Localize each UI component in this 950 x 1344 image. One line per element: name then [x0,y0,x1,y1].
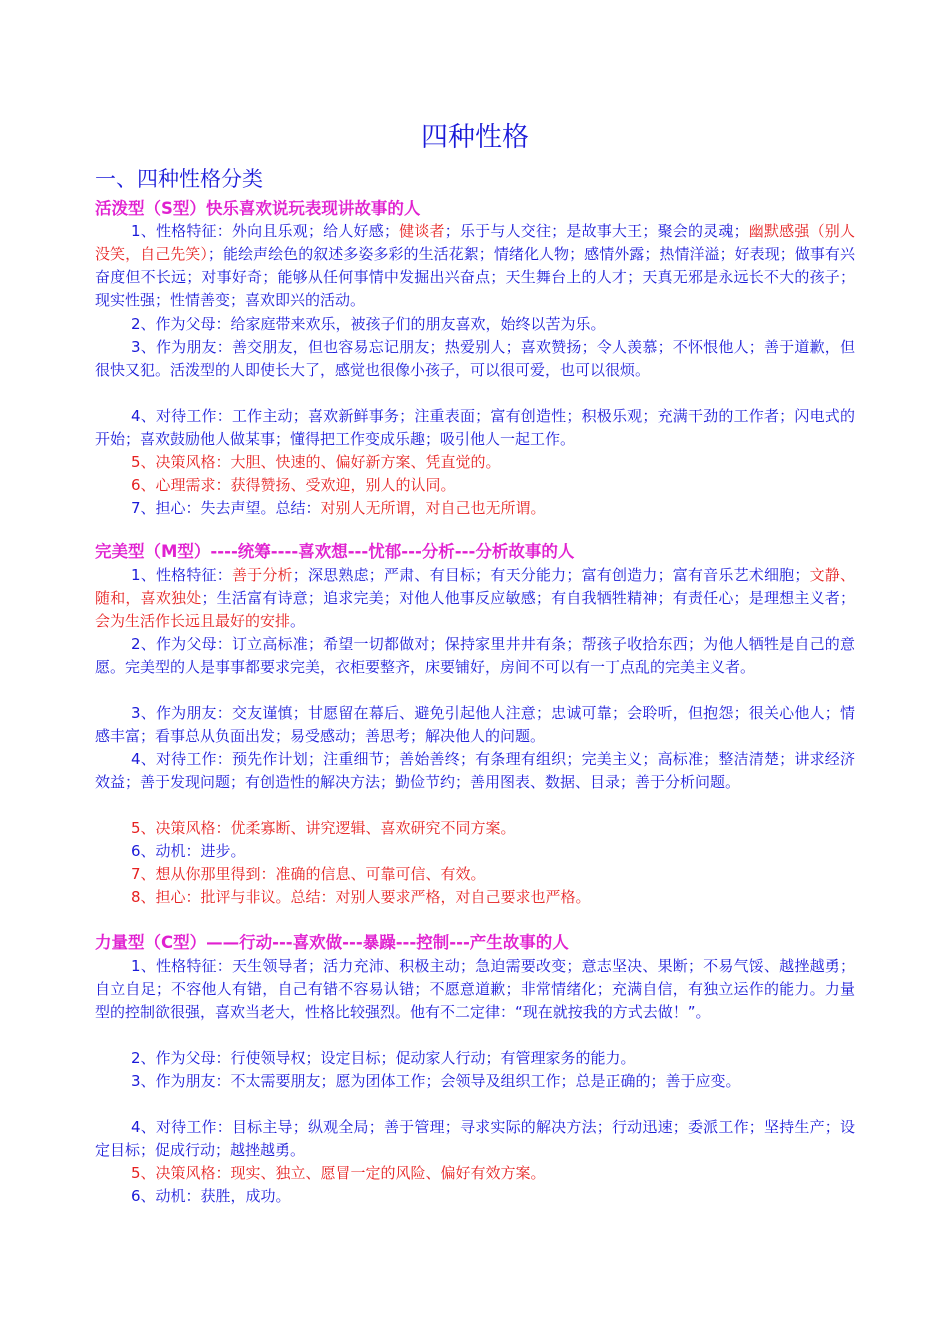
body-text: 7、担心：失去声望。总结： [131,499,321,517]
c-item-4 [95,1116,855,1162]
type-heading-m: 完美型（M型）----统筹----喜欢想---忧郁---分析---分析故事的人 [95,542,575,561]
s-item-6 [95,474,855,497]
body-text: 4、对待工作：工作主动；喜欢新鲜事务；注重表面；富有创造性；积极乐观；充满干劲的工作者；闪电式的开始；喜欢鼓励他人做某事；懂得把工作变成乐趣；吸引他人一起工作。 [95,407,855,448]
highlight-text: 6、心理需求：获得赞扬、受欢迎，别人的认同。 [131,476,456,494]
c-item-3 [95,1070,855,1093]
m-item-6 [95,840,855,863]
highlight-text: 5、决策风格：现实、独立、愿冒一定的风险、偏好有效方案。 [131,1164,546,1182]
c-item-2 [95,1047,855,1070]
highlight-text: 对别人无所谓，对自己也无所谓。 [320,499,546,517]
highlight-text: 健谈者 [398,222,445,240]
body-text: ；乐于与人交往；是故事大王；聚会的灵魂； [444,222,749,240]
m-item-4 [95,748,855,794]
highlight-text: 8、担心：批评与非议。总结：对别人要求严格，对自己要求也严格。 [131,888,591,906]
c-item-5 [95,1162,855,1185]
body-text: 3、作为朋友：交友谨慎；甘愿留在幕后、避免引起他人注意；忠诚可靠；会聆听，但抱怨；很关心他人；情感丰富；看事总从负面出发；易受感动；善思考；解决他人的问题。 [95,704,855,745]
c-item-1 [95,955,855,1024]
highlight-text: 幽默感强（别人没笑，自己先笑） [95,222,855,263]
section-heading: 一、四种性格分类 [95,167,263,191]
body-text: 1、性格特征： [131,566,232,584]
body-text: 1、性格特征：外向且乐观；给人好感； [131,222,399,240]
body-text: ；深思熟虑；严肃、有目标；有天分能力；富有创造力；富有音乐艺术细胞； [292,566,810,584]
s-item-1 [95,220,855,312]
body-text: 6、动机：获胜，成功。 [131,1187,291,1205]
s-item-4 [95,405,855,451]
s-item-3 [95,336,855,382]
body-text: 2、作为父母：给家庭带来欢乐，被孩子们的朋友喜欢，始终以苦为乐。 [131,315,606,333]
body-text: ；生活富有诗意；追求完美；对他人他事反应敏感；有自我牺牲精神；有责任心；是理想主义者； [201,589,855,607]
c-item-6 [95,1185,855,1208]
m-item-7 [95,863,855,886]
document-title: 四种性格 [421,122,529,153]
highlight-text: 5、决策风格：大胆、快速的、偏好新方案、凭直觉的。 [131,453,501,471]
body-text: 3、作为朋友：不太需要朋友；愿为团体工作；会领导及组织工作；总是正确的；善于应变。 [131,1072,741,1090]
highlight-text: 5、决策风格：优柔寡断、讲究逻辑、喜欢研究不同方案。 [131,819,516,837]
body-text: 2、作为父母：行使领导权；设定目标；促动家人行动；有管理家务的能力。 [131,1049,636,1067]
body-text: 2、作为父母：订立高标准；希望一切都做对；保持家里井井有条；帮孩子收拾东西；为他人牺牲是自己的意愿。完美型的人是事事都要求完美，衣柜要整齐，床要铺好，房间不可以有一丁点乱的完美主义者。 [95,635,855,676]
body-text: 1、性格特征：天生领导者；活力充沛、积极主动；急迫需要改变；意志坚决、果断；不易气馁、越挫越勇；自立自足；不容他人有错，自己有错不容易认错；不愿意道歉；非常情绪化；充满自信，有独立运作的能力。力量型的控制欲很强，喜欢当老大，性格比较强烈。他有不二定律：“现在就按我的方式去做！”。 [95,957,855,1021]
highlight-text: 善于分析 [231,566,293,584]
s-item-7 [95,497,855,520]
body-text: 4、对待工作：目标主导；纵观全局；善于管理；寻求实际的解决方法；行动迅速；委派工作；坚持生产；设定目标；促成行动；越挫越勇。 [95,1118,855,1159]
s-item-5 [95,451,855,474]
m-item-8 [95,886,855,909]
type-heading-c: 力量型（C型）——行动---喜欢做---暴躁---控制---产生故事的人 [95,933,569,952]
body-text: 3、作为朋友：善交朋友，但也容易忘记朋友；热爱别人；喜欢赞扬；令人羡慕；不怀恨他人；善于道歉，但很快又犯。活泼型的人即使长大了，感觉也很像小孩子，可以很可爱，也可以很烦。 [95,338,855,379]
body-text: 4、对待工作：预先作计划；注重细节；善始善终；有条理有组织；完美主义；高标准；整洁清楚；讲求经济效益；善于发现问题；有创造性的解决方法；勤俭节约；善用图表、数据、目录；善于分析问题。 [95,750,855,791]
highlight-text: 7、想从你那里得到：准确的信息、可靠可信、有效。 [131,865,486,883]
s-item-2 [95,313,855,336]
body-text: ；能绘声绘色的叙述多姿多彩的生活花絮；情绪化人物；感情外露；热情洋溢；好表现；做事有兴奋度但不长远；对事好奇；能够从任何事情中发掘出兴奋点；天生舞台上的人才；天真无邪是永远长不大的孩子；现实性强；性情善变；喜欢即兴的活动。 [95,245,855,309]
m-item-5 [95,817,855,840]
highlight-text: 文静、随和，喜欢独处 [95,566,855,607]
highlight-text: 会为生活作长远且最好的安排 [95,612,291,630]
type-heading-s: 活泼型（S型）快乐喜欢说玩表现讲故事的人 [95,199,421,218]
m-item-2 [95,633,855,679]
body-text: 6、动机：进步。 [131,842,246,860]
body-text: 。 [290,612,306,630]
m-item-3 [95,702,855,748]
m-item-1 [95,564,855,633]
